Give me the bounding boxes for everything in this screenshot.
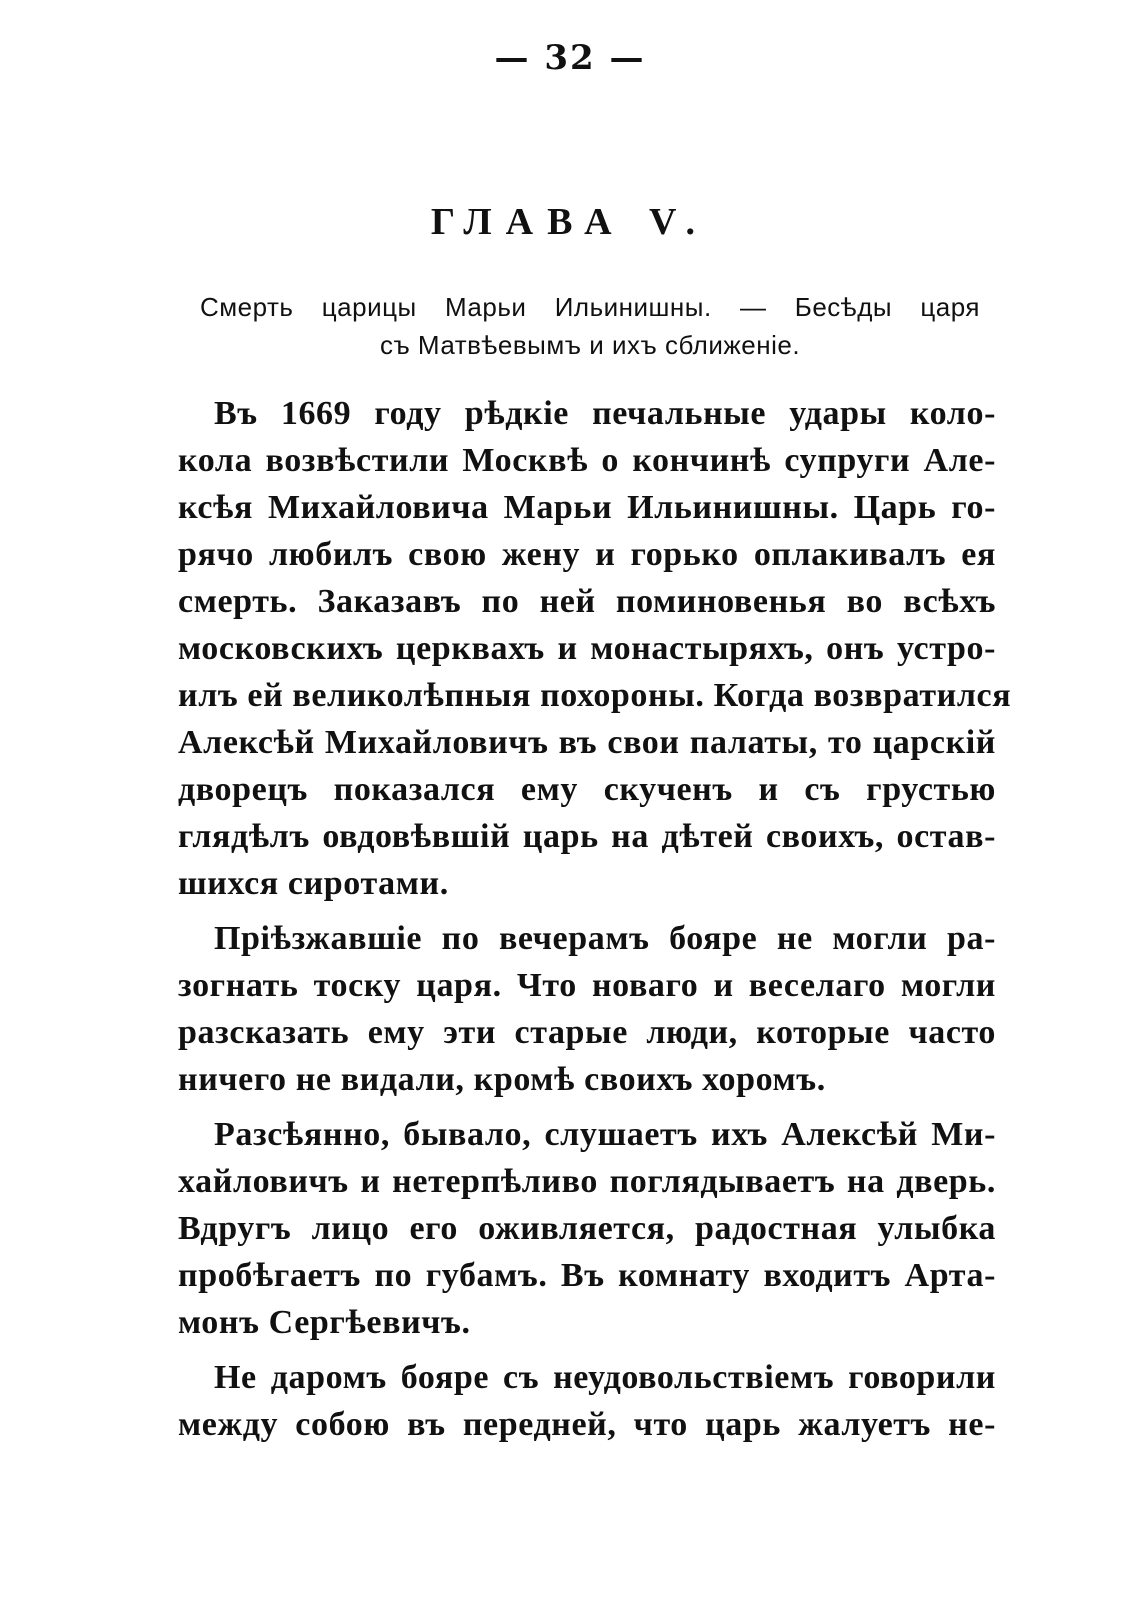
body-text xyxy=(178,390,1012,1456)
text-line: Алексѣй Михайловичъ въ свои палаты, то царскій xyxy=(178,724,996,761)
chapter-title: ГЛАВА V. xyxy=(430,201,710,243)
text-line: рячо любилъ свою жену и горько оплакивалъ ея xyxy=(178,536,996,573)
paragraph xyxy=(178,1354,996,1448)
chapter-summary xyxy=(200,288,980,364)
text-line: зогнать тоску царя. Что новаго и веселаго могли xyxy=(178,967,996,1004)
text-line: смерть. Заказавъ по ней поминовенья во всѣхъ xyxy=(178,583,996,620)
text-line: Не даромъ бояре съ неудовольствіемъ говорили xyxy=(214,1359,996,1396)
text-line: между собою въ передней, что царь жалуетъ не- xyxy=(178,1406,996,1443)
text-line: ксѣя Михайловича Марьи Ильинишны. Царь го- xyxy=(178,489,996,526)
text-line: хайловичъ и нетерпѣливо поглядываетъ на дверь. xyxy=(178,1163,996,1200)
text-line: Пріѣзжавшіе по вечерамъ бояре не могли ра- xyxy=(214,920,996,957)
chapter-summary-line: Смерть царицы Марьи Ильинишны. — Бесѣды царя xyxy=(200,292,980,322)
text-line: разсказать ему эти старые люди, которые часто xyxy=(178,1014,996,1051)
chapter-summary-line: съ Матвѣевымъ и ихъ сближеніе. xyxy=(379,330,801,360)
paragraph xyxy=(178,1111,996,1346)
text-line: глядѣлъ овдовѣвшій царь на дѣтей своихъ, остав- xyxy=(178,818,996,855)
text-line: Въ 1669 году рѣдкіе печальные удары коло- xyxy=(214,395,996,432)
text-line: ничего не видали, кромѣ своихъ хоромъ. xyxy=(178,1061,826,1098)
text-line: кола возвѣстили Москвѣ о кончинѣ супруги Але- xyxy=(178,442,996,479)
text-line: Вдругъ лицо его оживляется, радостная улыбка xyxy=(178,1210,996,1247)
text-line: московскихъ церквахъ и монастыряхъ, онъ устро- xyxy=(178,630,996,667)
text-line: дворецъ показался ему скученъ и съ грустью xyxy=(178,771,996,808)
paragraph xyxy=(178,915,996,1103)
paragraph xyxy=(178,390,1012,907)
text-line: Разсѣянно, бывало, слушаетъ ихъ Алексѣй Ми- xyxy=(214,1116,996,1153)
page-number: — 32 — xyxy=(494,38,646,78)
text-line: пробѣгаетъ по губамъ. Въ комнату входитъ Арта- xyxy=(178,1257,996,1294)
text-line: монъ Сергѣевичъ. xyxy=(178,1304,471,1341)
text-line: илъ ей великолѣпныя похороны. Когда возвратился xyxy=(178,677,1012,714)
text-line: шихся сиротами. xyxy=(178,865,449,902)
